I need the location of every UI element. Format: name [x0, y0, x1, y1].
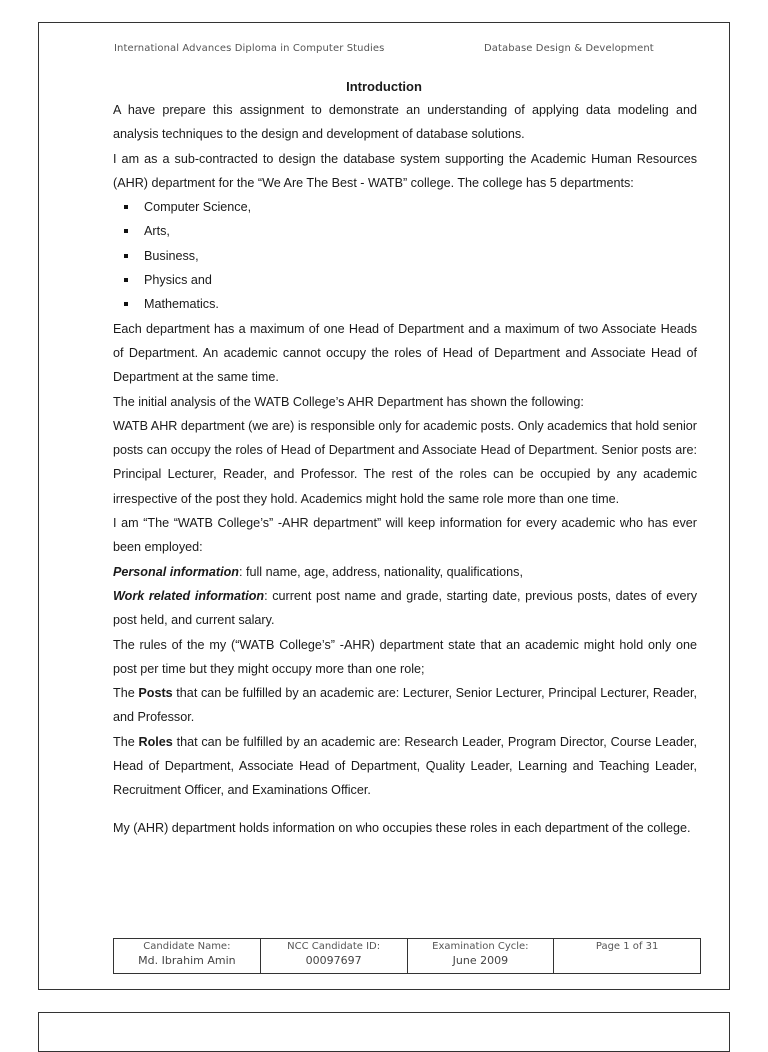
page-number: Page 1 of 31 [595, 941, 659, 952]
header-module-title: Database Design & Development [484, 43, 654, 54]
footer-page-cell [554, 939, 701, 974]
candidate-name: Md. Ibrahim Amin [138, 954, 236, 967]
header-course-title: International Advances Diploma in Computer Studies [114, 43, 385, 54]
department-list [113, 195, 697, 316]
posts-label: Posts [138, 686, 173, 701]
list-item: Arts, [113, 219, 697, 243]
paragraph-purpose: A have prepare this assignment to demonstrate an understanding of applying data modeling and analysis techniques to the design and development of database solutions. [113, 103, 697, 142]
work-info-text: : current post name and grade, starting date, previous posts, dates of every post held, and current salary. [113, 588, 697, 628]
list-item: Physics and [113, 268, 697, 292]
paragraph-gap [113, 803, 697, 816]
footer-table [113, 938, 701, 974]
paragraph-posts [113, 681, 697, 730]
list-item: Computer Science, [113, 195, 697, 219]
paragraph-rules: The rules of the my (“WATB College’s” -AHR) department state that an academic might hold only one post per time but they might occupy more than one role; [113, 637, 697, 676]
paragraph-senior-posts: WATB AHR department (we are) is responsible only for academic posts. Only academics that hold senior posts can occupy the roles of Head of Department and Associate Head of Department. Senior posts are: Principal Lecturer, Reader, and Professor. The rest of the roles can be occupied by any academic irrespective of the post they hold. Academics might hold the same role more than one time. [113, 418, 697, 506]
list-item: Mathematics. [113, 292, 697, 316]
roles-prefix: The [113, 734, 139, 749]
paragraph-information-kept: I am “The “WATB College’s” -AHR department” will keep information for every academic who has ever been employed: [113, 516, 697, 555]
footer-exam-cycle-cell [407, 939, 554, 974]
candidate-id: 00097697 [305, 954, 362, 967]
paragraph-work-info [113, 584, 697, 633]
posts-prefix: The [113, 686, 139, 701]
personal-info-label: Personal information [113, 564, 239, 579]
candidate-id-label: NCC Candidate ID: [287, 941, 381, 952]
roles-label: Roles [138, 734, 173, 749]
posts-text: that can be fulfilled by an academic are: Lecturer, Senior Lecturer, Principal Lecturer, Reader, and Professor. [113, 686, 698, 725]
paragraph-roles [113, 730, 697, 803]
section-title: Introduction [346, 79, 422, 94]
exam-cycle: June 2009 [452, 954, 509, 967]
personal-info-text: : full name, age, address, nationality, qualifications, [238, 564, 523, 579]
paragraph-personal-info [113, 560, 697, 584]
footer-candidate-name-cell [114, 939, 261, 974]
next-page [38, 1012, 730, 1052]
paragraph-role-holders: My (AHR) department holds information on who occupies these roles in each department of the college. [113, 820, 691, 835]
candidate-name-label: Candidate Name: [143, 941, 231, 952]
paragraph-context: I am as a sub-contracted to design the database system supporting the Academic Human Resources (AHR) department for the “We Are The Best - WATB” college. The college has 5 departments: [113, 151, 697, 190]
list-item: Business, [113, 244, 697, 268]
exam-cycle-label: Examination Cycle: [432, 941, 529, 952]
work-info-label: Work related information [113, 588, 265, 603]
document-body [113, 98, 697, 840]
paragraph-department-heads: Each department has a maximum of one Head of Department and a maximum of two Associate Heads of Department. An academic cannot occupy the roles of Head of Department and Associate Head of Department at the same time. [113, 321, 697, 385]
paragraph-analysis-intro: The initial analysis of the WATB College’s AHR Department has shown the following: [113, 394, 584, 409]
roles-text: that can be fulfilled by an academic are: Research Leader, Program Director, Course Leader, Head of Department, Associate Head of Department, Quality Leader, Learning and Teaching Leader, Recruitment Officer, and Examinations Officer. [113, 734, 698, 798]
footer-candidate-id-cell [260, 939, 407, 974]
